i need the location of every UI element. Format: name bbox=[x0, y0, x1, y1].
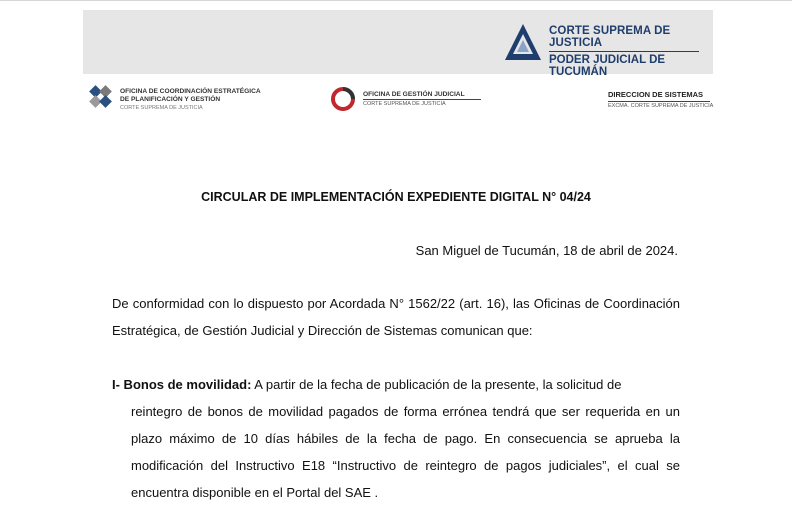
judicial-management-text bbox=[363, 91, 481, 107]
corte-suprema-logo-icon bbox=[503, 22, 543, 62]
item-body-paragraph: reintegro de bonos de movilidad pagados de forma errónea tendrá que ser requerida en un plazo máximo de 10 días hábiles de la fecha de pago. En consecuencia se aprueba la modificación del Instructivo E18 “Instructivo de reintegro de pagos judiciales”, el cual se encuentra disponible en el Portal del SAE . bbox=[131, 404, 680, 500]
systems-directorate-divider bbox=[608, 101, 710, 102]
judicial-management-logo-icon bbox=[330, 86, 356, 112]
page-top-border bbox=[0, 0, 792, 1]
coordination-office-text bbox=[120, 88, 290, 112]
coordination-office-line2: DE PLANIFICACIÓN Y GESTIÓN bbox=[120, 96, 221, 103]
systems-directorate-block bbox=[608, 90, 718, 109]
systems-directorate-title: DIRECCION DE SISTEMAS bbox=[608, 90, 704, 99]
institution-name bbox=[549, 25, 713, 78]
header-banner bbox=[83, 10, 713, 78]
coordination-office-line3: CORTE SUPREMA DE JUSTICIA bbox=[120, 105, 203, 111]
institution-line2: PODER JUDICIAL DE TUCUMÁN bbox=[549, 54, 666, 78]
document-title: CIRCULAR DE IMPLEMENTACIÓN EXPEDIENTE DIGITAL N° 04/24 bbox=[201, 190, 591, 204]
coordination-office-logo-icon bbox=[88, 84, 114, 110]
intro-paragraph: De conformidad con lo dispuesto por Acordada N° 1562/22 (art. 16), las Oficinas de Coordinación Estratégica, de Gestión Judicial y Dirección de Sistemas comunican que: bbox=[112, 296, 680, 338]
document-date: San Miguel de Tucumán, 18 de abril de 2024. bbox=[415, 243, 678, 258]
institution-divider bbox=[549, 51, 699, 52]
judicial-management-divider bbox=[363, 99, 481, 100]
item-lead-text: A partir de la fecha de publicación de la presente, la solicitud de bbox=[251, 377, 622, 392]
item-first-line bbox=[112, 371, 680, 398]
institution-line1: CORTE SUPREMA DE JUSTICIA bbox=[549, 25, 671, 49]
judicial-management-line2: CORTE SUPREMA DE JUSTICIA bbox=[363, 101, 446, 107]
systems-directorate-subtitle: EXCMA. CORTE SUPREMA DE JUSTICIA bbox=[608, 103, 714, 109]
coordination-office-line1: OFICINA DE COORDINACIÓN ESTRATÉGICA bbox=[120, 88, 261, 95]
judicial-management-line1: OFICINA DE GESTIÓN JUDICIAL bbox=[363, 91, 465, 98]
item-heading: I- Bonos de movilidad: bbox=[112, 377, 252, 392]
